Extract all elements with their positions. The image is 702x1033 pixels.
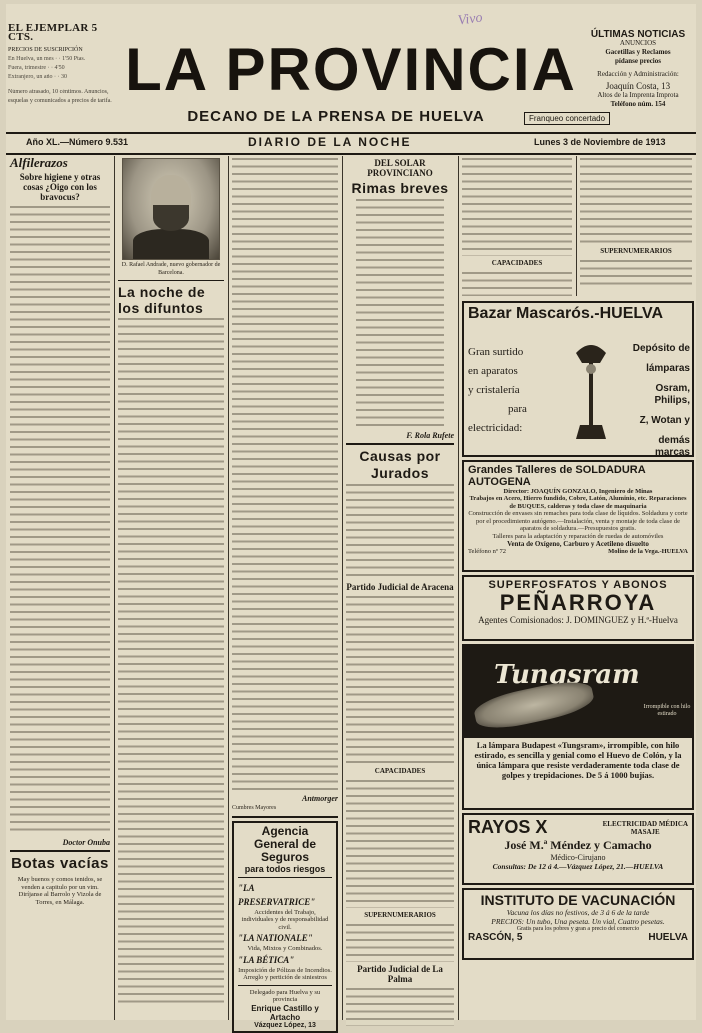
ads-sub: Gacetillas y Reclamos <box>605 48 671 56</box>
motto: DECANO DE LA PRENSA DE HUELVA <box>187 108 485 125</box>
insurance-ad <box>232 821 338 1033</box>
tungsram-banner <box>464 646 692 738</box>
portrait-caption: D. Rafael Andrade, nuevo gobernador de Barcelona. <box>121 262 221 276</box>
poem-body <box>346 197 454 429</box>
ad-line: Osram, Philips, <box>654 383 690 406</box>
ad-title: SUPERFOSFATOS Y ABONOS <box>488 579 668 591</box>
ad-line: ELECTRICIDAD MÉDICA <box>602 819 688 828</box>
article-signature: Antmorger <box>301 794 338 803</box>
right-header-block <box>578 30 698 109</box>
list-body <box>346 922 454 962</box>
issue-date: Lunes 3 de Noviembre de 1913 <box>534 137 666 147</box>
insurer-name: "LA NATIONALE" <box>238 933 313 943</box>
column-6 <box>580 156 692 296</box>
ad-line: demás marcas <box>654 435 690 458</box>
article-body <box>118 316 224 1006</box>
section-heading: SUPERNUMERARIOS <box>600 247 672 255</box>
ad-venta: Venta de Oxígeno, Carburo y Acetileno disuelto <box>507 540 649 548</box>
lamp-illustration <box>570 339 612 445</box>
ads-sub2: pídanse precios <box>615 57 661 65</box>
section-heading: Partido Judicial de Aracena <box>346 582 454 592</box>
column-3 <box>232 156 338 1029</box>
ad-line: Z, Wotan y <box>639 415 690 426</box>
issue-bar <box>6 134 696 152</box>
column-5 <box>462 156 572 296</box>
ad-subtitle: para todos riesgos <box>244 863 326 874</box>
article-body <box>232 156 338 792</box>
poem-title: Rimas breves <box>351 180 449 196</box>
ad-line: Gratis para los pobres y gran a precio del comercio <box>516 926 640 932</box>
penarroya-ad <box>462 575 694 641</box>
masthead-area <box>6 4 696 132</box>
issue-rule <box>6 153 696 155</box>
article-title: Causas por Jurados <box>359 448 441 481</box>
ad-line: Depósito de <box>632 343 690 354</box>
ad-line: lámparas <box>646 363 690 374</box>
subscription-row: Extranjero, un año · · 30 <box>8 74 67 80</box>
article-title: La noche de los difuntos <box>118 284 206 316</box>
consult-hours: Consultas: De 12 á 4.—Vázquez López, 21.—HUELVA <box>492 862 664 871</box>
tungsram-ad <box>462 644 694 810</box>
issue-number: Año XL.—Número 9.531 <box>26 137 129 147</box>
article-subhead: Sobre higiene y otras cosas ¿Oigo con los bravocus? <box>19 172 101 202</box>
newspaper-page <box>6 4 696 1029</box>
divider <box>346 443 454 445</box>
doctor-name: José M.ª Méndez y Camacho <box>504 838 652 852</box>
price-block <box>8 24 118 106</box>
office-address: Joaquín Costa, 13 <box>605 81 671 91</box>
section-heading: CAPACIDADES <box>491 259 543 267</box>
list-body <box>462 156 572 256</box>
article-body: May buenos y comos tenidos, se venden a capitulo por un vim. Diríjanse al Barrolo y Vizola de Torres, en Málaga. <box>17 876 103 906</box>
ad-line: para <box>508 403 527 415</box>
subscription-title: PRECIOS DE SUSCRIPCIÓN <box>8 47 83 53</box>
ad-line: MASAJE <box>630 827 660 836</box>
ad-address: RASCÓN, 5 <box>468 932 523 943</box>
ad-line: electricidad: <box>468 422 523 434</box>
office-label: Redacción y Administración: <box>597 70 679 78</box>
doctor-title: Médico-Cirujano <box>550 853 606 862</box>
bazar-right-text <box>624 343 690 459</box>
talleres-ad <box>462 460 694 572</box>
poem-signature: F. Rola Rufete <box>406 431 454 440</box>
latest-news: ÚLTIMAS NOTICIAS <box>590 29 686 40</box>
ads-label: ANUNCIOS <box>619 39 657 47</box>
ad-line: en aparatos <box>468 365 518 377</box>
ad-brand: PEÑARROYA <box>499 590 657 615</box>
insurer-desc: Imposición de Pólizas de Incendios. Arreglo y pertición de siniestros <box>238 966 332 981</box>
subscription-row: En Huelva, un mes · · 1'50 Ptas. <box>8 56 86 62</box>
ad-line: y cristalería <box>468 384 520 396</box>
ad-address: Molino de la Vega.-HUELVA <box>608 548 688 555</box>
column-1 <box>10 156 110 1020</box>
list-body <box>346 594 454 764</box>
column-divider <box>228 156 229 1020</box>
daily-label: DIARIO DE LA NOCHE <box>248 135 412 149</box>
column-4 <box>346 156 454 1020</box>
lamp-text: La lámpara Budapest «Tungsram», irrompible, con hilo estirado, es sencilla y genial como el Huevo de Colón, y la única lámpara que resiste verdaderamente toda clase de golpes y trepidaciones. De 5 á 1000 bujías. <box>474 740 682 780</box>
price: EL EJEMPLAR 5 CTS. <box>8 22 98 43</box>
ad-text: Talleres para la adaptación y reparación de ruedas de automóviles <box>492 532 664 540</box>
list-body <box>346 778 454 908</box>
bazar-left-text <box>468 343 527 438</box>
column-divider <box>576 156 577 296</box>
article-body <box>346 482 454 580</box>
section-heading: Partido Judicial de La Palma <box>357 964 443 984</box>
portrait-image <box>122 158 220 260</box>
insurer-desc: Vida, Mixtos y Combinados. <box>247 945 323 952</box>
article-signature: Doctor Onuba <box>62 838 110 847</box>
insurer-name: "LA BÉTICA" <box>238 954 295 965</box>
column-divider <box>458 156 459 1020</box>
ad-services <box>603 820 688 836</box>
ad-footer <box>468 548 688 555</box>
subscription-row: Fuera, trimestre · · 4'50 <box>8 65 65 71</box>
insurer-desc: Accidentes del Trabajo, individuales y de responsabilidad civil. <box>241 908 329 931</box>
rayos-ad <box>462 813 694 885</box>
delegate-label: Delegado para Huelva y su provincia <box>249 988 321 1003</box>
back-issues-note: Número atrasado, 10 céntimos. Anuncios, esquelas y comunicados a precios de tarifa. <box>8 89 112 104</box>
divider <box>232 816 338 818</box>
section-heading: CAPACIDADES <box>374 767 426 775</box>
ad-title: Grandes Talleres de SOLDADURA AUTOGENA <box>468 464 646 488</box>
ad-text: Construcción de envases sin remaches para toda clase de líquidos. Soldadura y corte por el procedimiento autógeno.—Instalación, venta y montaje de toda clase de aparatos de soldadura.—Presupuestos gratis. <box>468 510 688 532</box>
ad-footer <box>468 932 688 943</box>
list-body <box>346 986 454 1026</box>
franqueo-stamp: Franqueo concertado <box>524 112 610 125</box>
office-phone: Teléfono núm. 154 <box>610 100 666 108</box>
list-body <box>462 270 572 296</box>
list-body <box>580 156 692 244</box>
vacunacion-ad <box>462 888 694 960</box>
column-divider <box>114 156 115 1020</box>
tungsram-caption: Irrompible con hilo estirado <box>643 704 691 717</box>
section-heading: SUPERNUMERARIOS <box>364 911 436 919</box>
ad-agents: Agentes Comisionados: J. DOMINGUEZ y H.ª-Huelva <box>478 615 678 625</box>
column-divider <box>342 156 343 1020</box>
ad-title: Agencia General de Seguros <box>253 823 317 864</box>
ad-city: HUELVA <box>648 932 688 943</box>
article-title: Alfilerazos <box>10 155 68 170</box>
ad-title: Bazar Mascarós.-HUELVA <box>468 305 664 322</box>
ad-line: Vacuna los días no festivos, de 3 á 6 de la tarde <box>506 908 650 917</box>
insurer-name: "LA PRESERVATRICE" <box>238 882 316 907</box>
delegate-name: Enrique Castillo y Artacho <box>251 1003 319 1022</box>
divider <box>118 280 224 281</box>
bazar-ad <box>462 301 694 457</box>
ad-title: INSTITUTO DE VACUNACIÓN <box>480 892 676 908</box>
ad-text: Trabajos en Acero, Hierro fundido, Cobre, Latón, Aluminio, etc. Reparaciones de BUQUES, calderas y toda clase de maquinaria <box>469 495 687 510</box>
handwritten-mark: Vivo <box>457 10 484 29</box>
tungsram-logo: Tungsram <box>494 660 640 690</box>
masthead-title: LA PROVINCIA <box>125 36 577 103</box>
article-body <box>10 204 110 836</box>
list-body <box>580 258 692 288</box>
ads-block <box>462 298 694 1020</box>
column-2 <box>118 156 224 1020</box>
ad-phone: Teléfono nº 72 <box>468 548 507 555</box>
ad-line: PRECIOS: Un tubo, Una peseta. Un vial, Cuatro pesetas. <box>491 917 665 926</box>
ad-director: Director: JOAQUÍN GONZALO, Ingeniero de Minas <box>503 488 653 495</box>
delegate-address: Vázquez López, 13 <box>254 1021 316 1029</box>
article-place: Cumbres Mayores <box>232 805 277 811</box>
office-next: Altos de la Imprenta Improta <box>597 91 679 99</box>
article-title: Botas vacías <box>11 855 109 872</box>
ad-title: RAYOS X <box>468 817 548 837</box>
section-label: DEL SOLAR PROVINCIANO <box>367 158 433 178</box>
divider <box>10 850 110 852</box>
ad-line: Gran surtido <box>468 346 524 358</box>
